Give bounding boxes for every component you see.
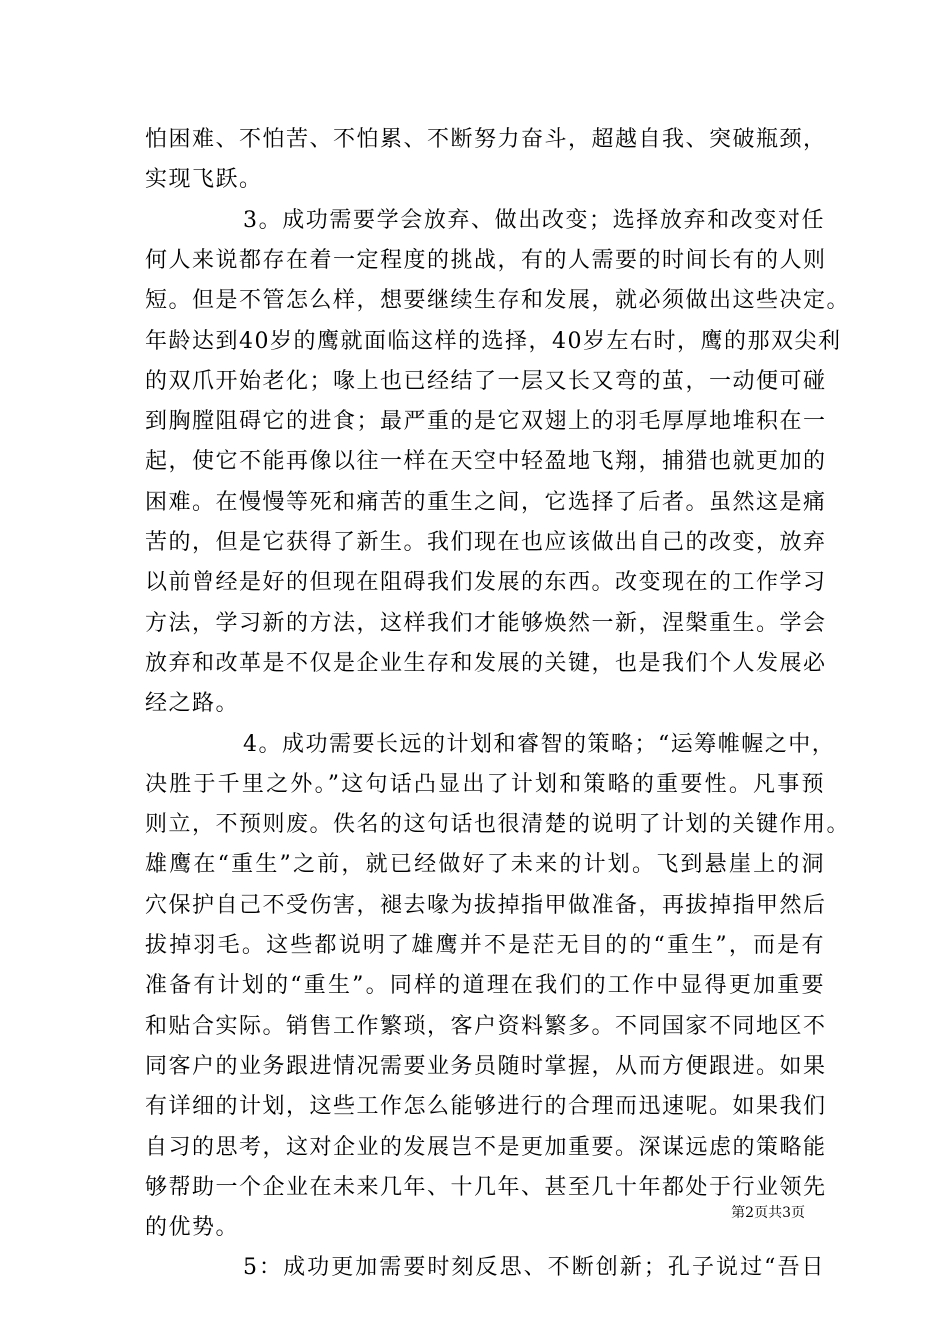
text-line: 决胜于千里之外。”这句话凸显出了计划和策略的重要性。凡事预 <box>145 771 825 797</box>
text-line: 方法，学习新的方法，这样我们才能够焕然一新，涅槃重生。学会 <box>145 610 827 636</box>
text-line: 够帮助一个企业在未来几年、十几年、甚至几十年都处于行业领先 <box>145 1174 827 1200</box>
text-line: 困难。在慢慢等死和痛苦的重生之间，它选择了后者。虽然这是痛 <box>145 489 827 515</box>
text-line: 则立，不预则废。佚名的这句话也很清楚的说明了计划的关键作用。 <box>145 812 851 838</box>
text-line: 3。成功需要学会放弃、做出改变；选择放弃和改变对任 <box>243 207 825 233</box>
text-line: 到胸膛阻碍它的进食；最严重的是它双翅上的羽毛厚厚地堆积在一 <box>145 409 827 435</box>
page-number-footer: 第2页共3页 <box>731 1205 805 1221</box>
text-line: 的优势。 <box>145 1215 240 1241</box>
text-line: 拔掉羽毛。这些都说明了雄鹰并不是茫无目的的“重生”，而是有 <box>145 933 825 958</box>
text-line: 准备有计划的“重生”。同样的道理在我们的工作中显得更加重要 <box>145 973 825 999</box>
text-line: 5：成功更加需要时刻反思、不断创新；孔子说过“吾日 <box>243 1255 825 1281</box>
text-line: 何人来说都存在着一定程度的挑战，有的人需要的时间长有的人则 <box>145 247 827 273</box>
text-line: 同客户的业务跟进情况需要业务员随时掌握，从而方便跟进。如果 <box>145 1053 827 1079</box>
text-line: 以前曾经是好的但现在阻碍我们发展的东西。改变现在的工作学习 <box>145 570 827 596</box>
text-line: 的双爪开始老化；喙上也已经结了一层又长又弯的茧，一动便可碰 <box>145 368 827 394</box>
text-line: 有详细的计划，这些工作怎么能够进行的合理而迅速呢。如果我们 <box>145 1094 827 1120</box>
text-line: 短。但是不管怎么样，想要继续生存和发展，就必须做出这些决定。 <box>145 288 851 314</box>
text-line: 怕困难、不怕苦、不怕累、不断努力奋斗，超越自我、突破瓶颈， <box>145 127 827 152</box>
text-line: 放弃和改革是不仅是企业生存和发展的关键，也是我们个人发展必 <box>145 650 827 676</box>
text-line: 穴保护自己不受伤害，褪去喙为拔掉指甲做准备，再拔掉指甲然后 <box>145 892 827 918</box>
text-line: 雄鹰在“重生”之前，就已经做好了未来的计划。飞到悬崖上的洞 <box>145 852 825 878</box>
text-line: 经之路。 <box>145 691 240 717</box>
text-line: 实现飞跃。 <box>145 167 263 193</box>
text-line: 4。成功需要长远的计划和睿智的策略；“运筹帷幄之中， <box>243 731 836 757</box>
text-line: 年龄达到40岁的鹰就面临这样的选择，40岁左右时，鹰的那双尖利 <box>145 328 842 354</box>
text-line: 苦的，但是它获得了新生。我们现在也应该做出自己的改变，放弃 <box>145 530 827 555</box>
text-line: 自习的思考，这对企业的发展岂不是更加重要。深谋远虑的策略能 <box>145 1134 827 1160</box>
text-line: 和贴合实际。销售工作繁琐，客户资料繁多。不同国家不同地区不 <box>145 1013 827 1039</box>
text-line: 起，使它不能再像以往一样在天空中轻盈地飞翔，捕猎也就更加的 <box>145 449 827 475</box>
